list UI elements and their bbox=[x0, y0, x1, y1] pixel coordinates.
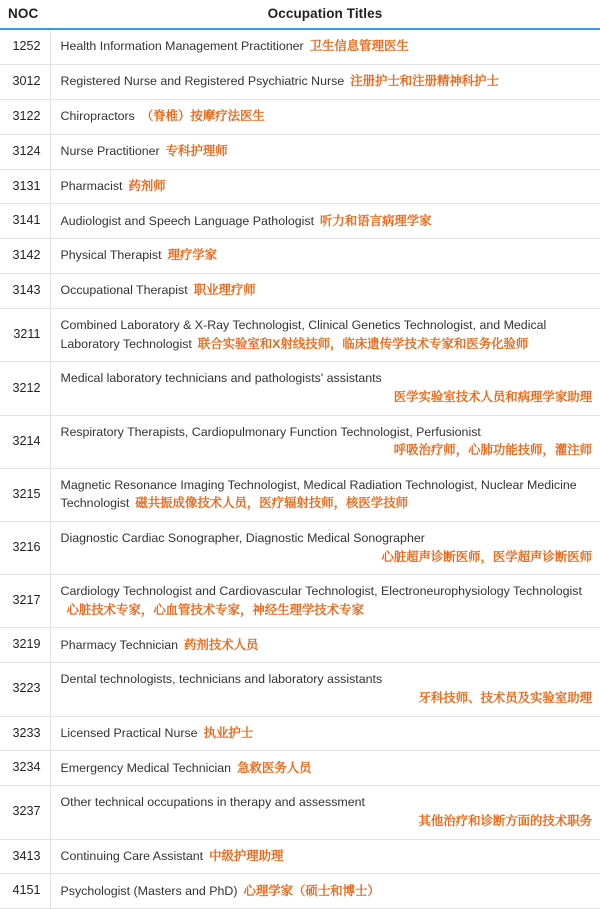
occupation-title-cn: 药剂师 bbox=[128, 178, 166, 193]
noc-code-cell: 3143 bbox=[0, 274, 50, 309]
occupation-title-cn: 执业护士 bbox=[203, 725, 254, 740]
occupation-title-en: Audiologist and Speech Language Pathologist bbox=[60, 213, 315, 228]
occupation-title-cell bbox=[50, 169, 600, 204]
table-row bbox=[0, 309, 600, 362]
occupation-title-cn: 心理学家（硕士和博士） bbox=[243, 883, 380, 898]
occupation-title-cn: 医学实验室技术人员和病理学家助理 bbox=[393, 389, 592, 404]
table-row bbox=[0, 99, 600, 134]
header-row bbox=[0, 0, 600, 29]
occupation-title-en: Respiratory Therapists, Cardiopulmonary Function Technologist, Perfusionist bbox=[60, 424, 481, 439]
occupation-title-en: Diagnostic Cardiac Sonographer, Diagnostic Medical Sonographer bbox=[60, 531, 425, 545]
table-row bbox=[0, 274, 600, 309]
noc-code-cell: 3234 bbox=[0, 751, 50, 786]
occupation-title-cn: （脊椎）按摩疗法医生 bbox=[140, 108, 265, 123]
table-row bbox=[0, 751, 600, 786]
table-row bbox=[0, 575, 600, 628]
occupation-title-en: Other technical occupations in therapy and assessment bbox=[60, 795, 365, 810]
occupation-title-cell bbox=[50, 751, 600, 786]
occupation-title-cn: 听力和语言病理学家 bbox=[320, 213, 432, 228]
noc-code-cell: 3413 bbox=[0, 839, 50, 874]
noc-code-cell: 3214 bbox=[0, 415, 50, 468]
occupation-title-cn: 急救医务人员 bbox=[237, 760, 312, 775]
table-row bbox=[0, 29, 600, 64]
occupation-title-en: Licensed Practical Nurse bbox=[60, 725, 198, 740]
table-row bbox=[0, 204, 600, 239]
occupation-title-cn: 卫生信息管理医生 bbox=[309, 39, 409, 54]
table-row bbox=[0, 64, 600, 99]
noc-code-cell: 3131 bbox=[0, 169, 50, 204]
table-row bbox=[0, 522, 600, 575]
occupation-title-cell bbox=[50, 274, 600, 309]
occupation-title-cn: 呼吸治疗师，心肺功能技师，灌注师 bbox=[393, 443, 592, 458]
noc-code-cell: 3217 bbox=[0, 575, 50, 628]
occupation-title-en: Cardiology Technologist and Cardiovascular Technologist, Electroneurophysiology Technologist bbox=[60, 584, 582, 599]
occupation-title-cn: 药剂技术人员 bbox=[184, 637, 259, 652]
noc-code-cell: 4151 bbox=[0, 874, 50, 909]
occupation-title-cell bbox=[50, 415, 600, 468]
occupation-title-en: Medical laboratory technicians and pathologists' assistants bbox=[60, 371, 382, 386]
table-row bbox=[0, 839, 600, 874]
table-header bbox=[0, 0, 600, 29]
occupation-title-en: Continuing Care Assistant bbox=[60, 848, 204, 863]
occupation-title-cn: 磁共振成像技术人员，医疗辐射技师，核医学技师 bbox=[135, 496, 408, 511]
table-row bbox=[0, 239, 600, 274]
noc-code-cell: 3012 bbox=[0, 64, 50, 99]
occupation-title-cell bbox=[50, 204, 600, 239]
occupation-title-en: Combined Laboratory & X-Ray Technologist, Clinical Genetics Technologist, and Medical Laboratory Technologist bbox=[60, 318, 547, 351]
occupation-title-cell bbox=[50, 575, 600, 628]
noc-code-cell: 3215 bbox=[0, 468, 50, 521]
occupation-title-cell bbox=[50, 522, 600, 575]
occupation-title-en: Dental technologists, technicians and laboratory assistants bbox=[60, 672, 383, 687]
table-row bbox=[0, 874, 600, 909]
occupation-title-cn: 理疗学家 bbox=[167, 248, 218, 263]
noc-code-cell: 3216 bbox=[0, 522, 50, 575]
occupation-title-cn: 中级护理助理 bbox=[209, 848, 284, 863]
noc-code-cell: 3237 bbox=[0, 786, 50, 839]
occupation-title-en: Emergency Medical Technician bbox=[60, 760, 232, 775]
noc-code-cell: 1252 bbox=[0, 29, 50, 64]
occupation-title-en: Occupational Therapist bbox=[60, 283, 188, 298]
column-header-noc: NOC bbox=[0, 0, 50, 29]
occupation-title-cell bbox=[50, 362, 600, 415]
occupation-title-cell bbox=[50, 99, 600, 134]
table-row bbox=[0, 134, 600, 169]
occupation-title-cell bbox=[50, 874, 600, 909]
noc-code-cell: 3219 bbox=[0, 628, 50, 663]
occupation-title-cell bbox=[50, 839, 600, 874]
noc-code-cell: 3124 bbox=[0, 134, 50, 169]
occupation-title-cell bbox=[50, 239, 600, 274]
occupation-title-cn: 牙科技师、技术员及实验室助理 bbox=[418, 690, 592, 705]
occupation-title-cell bbox=[50, 663, 600, 716]
table-row bbox=[0, 628, 600, 663]
table-row bbox=[0, 415, 600, 468]
occupation-title-en: Registered Nurse and Registered Psychiatric Nurse bbox=[60, 74, 345, 89]
noc-code-cell: 3122 bbox=[0, 99, 50, 134]
occupation-title-cn: 其他治疗和诊断方面的技术职务 bbox=[418, 813, 592, 828]
noc-code-cell: 3211 bbox=[0, 309, 50, 362]
occupation-title-en: Nurse Practitioner bbox=[60, 143, 160, 158]
occupation-title-en: Physical Therapist bbox=[60, 248, 162, 263]
occupation-title-cell bbox=[50, 786, 600, 839]
table-body bbox=[0, 29, 600, 909]
column-header-occupation-titles: Occupation Titles bbox=[50, 0, 600, 29]
occupation-title-en: Magnetic Resonance Imaging Technologist, Medical Radiation Technologist, Nuclear Medicine Technologist bbox=[60, 477, 577, 511]
noc-code-cell: 3233 bbox=[0, 716, 50, 751]
occupation-title-en: Health Information Management Practitioner bbox=[60, 39, 304, 54]
occupation-title-en: Chiropractors bbox=[60, 108, 135, 123]
occupation-title-en: Pharmacy Technician bbox=[60, 637, 179, 652]
occupation-title-cn: 职业理疗师 bbox=[193, 283, 256, 298]
table-row bbox=[0, 169, 600, 204]
occupation-title-cell bbox=[50, 309, 600, 362]
table-row bbox=[0, 468, 600, 521]
table-row bbox=[0, 716, 600, 751]
occupation-title-en: Psychologist (Masters and PhD) bbox=[60, 883, 238, 898]
occupation-title-cell bbox=[50, 628, 600, 663]
occupation-title-cell bbox=[50, 29, 600, 64]
occupation-title-cn: 心脏超声诊断医师，医学超声诊断医师 bbox=[381, 549, 592, 564]
occupation-title-cn: 注册护士和注册精神科护士 bbox=[350, 74, 499, 89]
noc-code-cell: 3212 bbox=[0, 362, 50, 415]
noc-code-cell: 3223 bbox=[0, 663, 50, 716]
occupation-title-cell bbox=[50, 468, 600, 521]
occupation-title-cn: 联合实验室和X射线技师，临床遗传学技术专家和医务化验师 bbox=[197, 336, 529, 351]
occupation-title-cell bbox=[50, 64, 600, 99]
occupation-title-cn: 心脏技术专家，心血管技术专家，神经生理学技术专家 bbox=[66, 602, 364, 617]
occupation-title-cn: 专科护理师 bbox=[165, 143, 228, 158]
occupation-title-cell bbox=[50, 134, 600, 169]
occupation-title-en: Pharmacist bbox=[60, 178, 123, 193]
table-row bbox=[0, 362, 600, 415]
occupation-title-cell bbox=[50, 716, 600, 751]
table-row bbox=[0, 786, 600, 839]
noc-code-cell: 3141 bbox=[0, 204, 50, 239]
noc-code-cell: 3142 bbox=[0, 239, 50, 274]
table-row bbox=[0, 663, 600, 716]
